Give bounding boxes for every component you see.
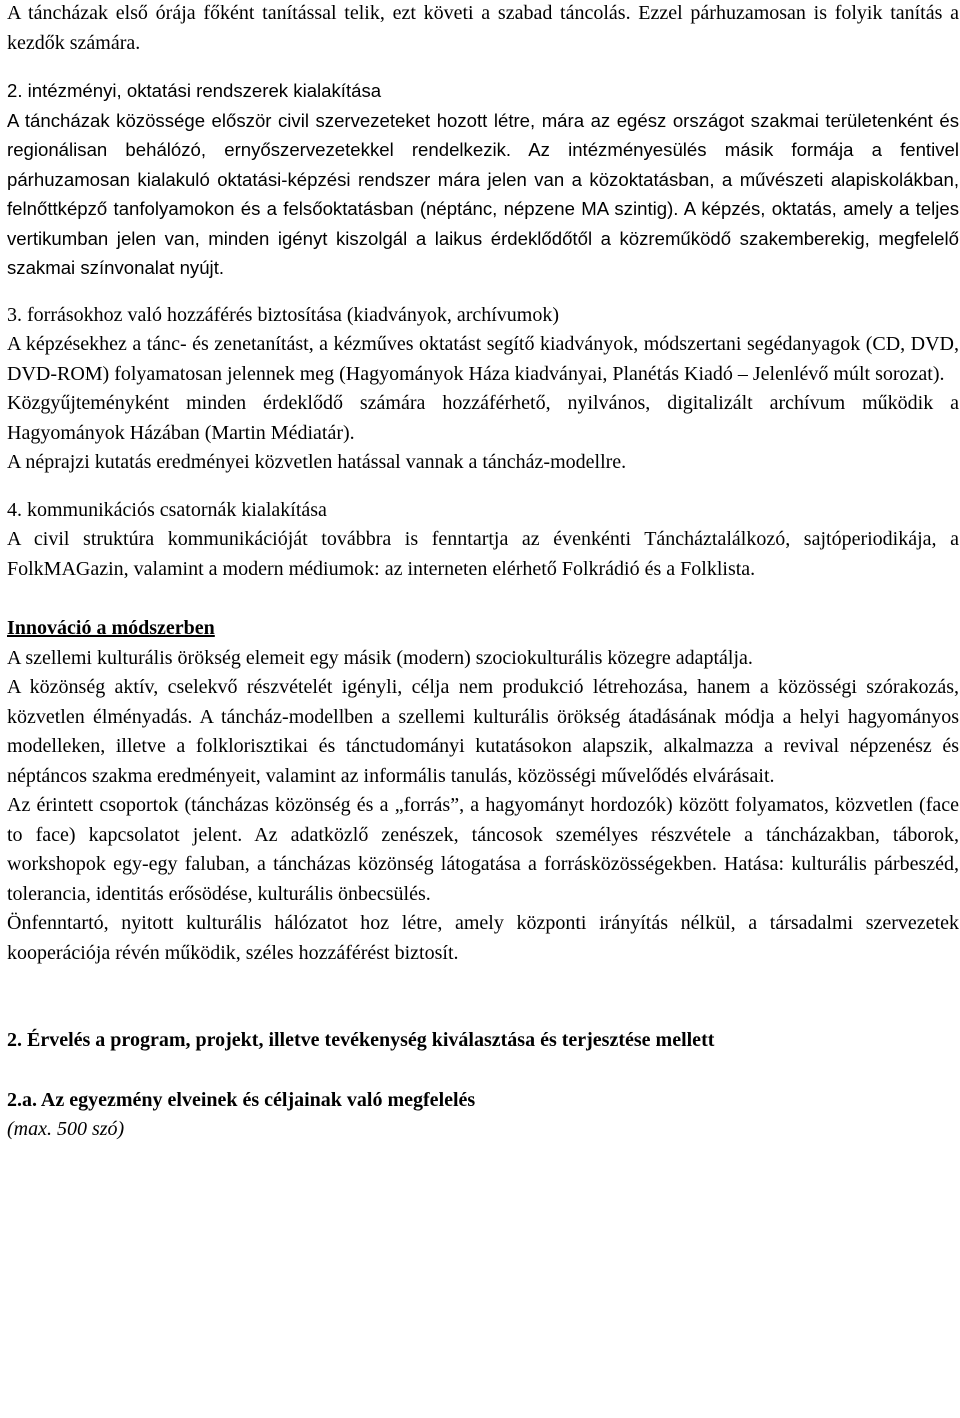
innovation-paragraph-2: A közönség aktív, cselekvő részvételét igényli, célja nem produkció létrehozása, hanem a közösségi szórakozás, közvetlen élményadás. A táncház-modellben a szellemi kulturális örökség átadásának módja a helyi hagyományos modelleken, illetve a folklorisztikai és tánctudományi kutatásokon alapszik, alkalmazza a revival népzenész és néptáncos szakma eredményeit, valamint az informális tanulás, közösségi művelődés elvárásait.	[7, 676, 959, 787]
innovation-paragraph-1: A szellemi kulturális örökség elemeit egy másik (modern) szociokulturális közegre adaptálja.	[7, 646, 753, 669]
section-3-heading: 3. forrásokhoz való hozzáférés biztosítása (kiadványok, archívumok)	[7, 303, 560, 326]
section-4-heading: 4. kommunikációs csatornák kialakítása	[7, 498, 327, 521]
section-2-body: A táncházak közössége először civil szervezeteket hozott létre, mára az egész országot szakmai területenként és regionálisan behálózó, ernyőszervezetekkel rendelkezik. Az intézményesülés másik formája a fentivel párhuzamosan kialakuló oktatási-képzési rendszer mára jelen van a közoktatásban, a művészeti alapiskolákban, felnőttképző tanfolyamokon és a felsőoktatásban (néptánc, népzene MA szintig). A képzés, oktatás, amely a teljes vertikumban jelen van, minden igényt kiszolgál a laikus érdeklődőtől a közreműködő szakemberekig, megfelelő szakmai színvonalat nyújt.	[7, 109, 959, 278]
section-3-body-3: A néprajzi kutatás eredményei közvetlen hatással vannak a táncház-modellre.	[7, 451, 627, 473]
section-3-body-1: A képzésekhez a tánc- és zenetanítást, a kézműves oktatást segítő kiadványok, módszertani segédanyagok (CD, DVD, DVD-ROM) folyamatosan jelennek meg (Hagyományok Háza kiadványai, Planétás Kiadó – Jelenlévő múlt sorozat).	[7, 333, 959, 385]
intro-paragraph: A táncházak első órája főként tanítással telik, ezt követi a szabad táncolás. Ezzel párhuzamosan is folyik tanítás a kezdők számára.	[7, 2, 959, 54]
section-2-heading: 2. intézményi, oktatási rendszerek kialakítása	[7, 80, 382, 101]
heading-2a-conformity: 2.a. Az egyezmény elveinek és céljainak való megfelelés	[7, 1088, 476, 1111]
section-2	[7, 76, 959, 283]
innovation-heading: Innováció a módszerben	[7, 617, 215, 639]
document-page	[7, 0, 959, 1145]
heading-2-argument: 2. Érvelés a program, projekt, illetve tevékenység kiválasztása és terjesztése mellett	[7, 1029, 715, 1051]
word-limit-note: (max. 500 szó)	[7, 1118, 125, 1140]
innovation-paragraph-4: Önfenntartó, nyitott kulturális hálózatot hoz létre, amely központi irányítás nélkül, a társadalmi szervezetek kooperációja révén működik, széles hozzáférést biztosít.	[7, 912, 959, 964]
section-4-body: A civil struktúra kommunikációját továbbra is fenntartja az évenkénti Táncháztalálkozó, sajtóperiodikája, a FolkMAGazin, valamint a modern médiumok: az interneten elérhető Folkrádió és a Folklista.	[7, 528, 959, 580]
innovation-paragraph-3: Az érintett csoportok (táncházas közönség és a „forrás”, a hagyományt hordozók) között folyamatos, közvetlen (face to face) kapcsolatot jelent. Az adatközlő zenészek, táncosok személyes részvétele a táncházakban, táborok, workshopok egy-egy faluban, a táncházas közönség látogatása a forrásközösségekben. Hatása: kulturális párbeszéd, tolerancia, identitás erősödése, kulturális önbecsülés.	[7, 794, 959, 905]
section-3-body-2: Közgyűjteményként minden érdeklődő számára hozzáférhető, nyilvános, digitalizált archívum működik a Hagyományok Házában (Martin Médiatár).	[7, 392, 959, 444]
